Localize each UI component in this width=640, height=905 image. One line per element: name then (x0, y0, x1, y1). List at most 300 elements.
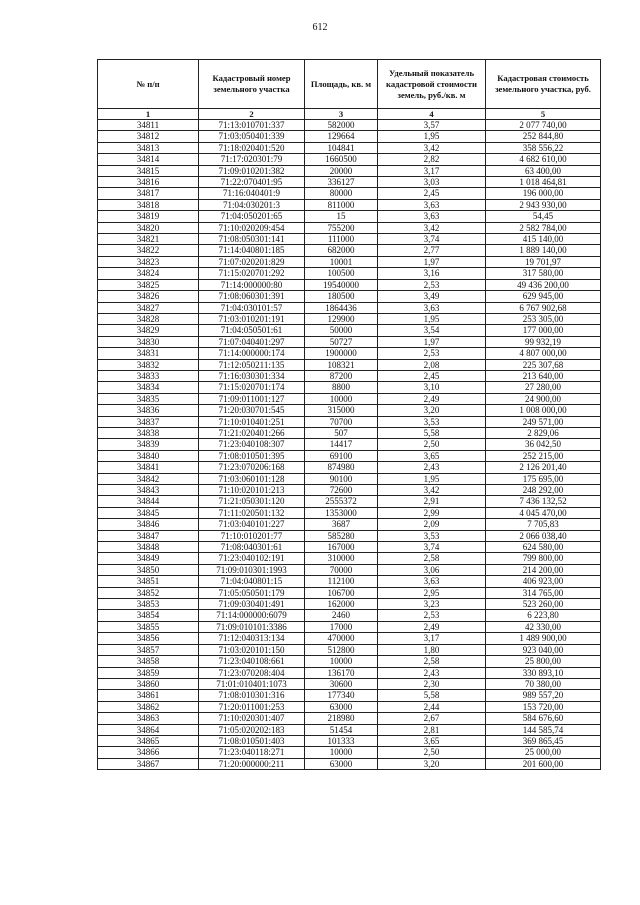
table-row (98, 405, 601, 416)
area-cell: 19540000 (305, 279, 378, 290)
table-row (98, 758, 601, 769)
rate-cell: 3,20 (378, 405, 486, 416)
area-cell: 69100 (305, 450, 378, 461)
rate-cell: 1,95 (378, 131, 486, 142)
area-cell: 72600 (305, 485, 378, 496)
table-row (98, 633, 601, 644)
area-cell: 177340 (305, 690, 378, 701)
table-row (98, 724, 601, 735)
cadastral-value-cell: 629 945,00 (486, 291, 601, 302)
area-cell: 1900000 (305, 348, 378, 359)
cadastral-value-cell: 25 000,00 (486, 747, 601, 758)
row-number-cell: 34824 (98, 268, 199, 279)
header-specific-rate: Удельный показатель кадастровой стоимости земель, руб./кв. м (378, 60, 486, 109)
area-cell: 507 (305, 427, 378, 438)
table-row (98, 165, 601, 176)
cadastral-number-cell: 71:23:070206:168 (199, 462, 305, 473)
cadastral-value-cell: 252 844,80 (486, 131, 601, 142)
cadastral-number-cell: 71:16:030301:334 (199, 370, 305, 381)
area-cell: 585280 (305, 530, 378, 541)
header-cadastral-value: Кадастровая стоимость земельного участка, руб. (486, 60, 601, 109)
cadastral-value-cell: 70 380,00 (486, 678, 601, 689)
row-number-cell: 34812 (98, 131, 199, 142)
area-cell: 1353000 (305, 507, 378, 518)
area-cell: 129900 (305, 313, 378, 324)
rate-cell: 3,74 (378, 234, 486, 245)
row-number-cell: 34817 (98, 188, 199, 199)
cadastral-value-cell: 27 280,00 (486, 382, 601, 393)
rate-cell: 3,20 (378, 758, 486, 769)
area-cell: 106700 (305, 587, 378, 598)
row-number-cell: 34848 (98, 542, 199, 553)
area-cell: 1660500 (305, 154, 378, 165)
cadastral-value-cell: 6 223,80 (486, 610, 601, 621)
rate-cell: 3,63 (378, 211, 486, 222)
table-row (98, 279, 601, 290)
table-row (98, 268, 601, 279)
table-row (98, 120, 601, 131)
rate-cell: 2,53 (378, 610, 486, 621)
area-cell: 582000 (305, 120, 378, 131)
cadastral-value-cell: 175 695,00 (486, 473, 601, 484)
cadastral-number-cell: 71:04:030101:57 (199, 302, 305, 313)
cadastral-value-cell: 584 676,60 (486, 713, 601, 724)
table-row (98, 188, 601, 199)
table-row (98, 234, 601, 245)
cadastral-value-cell: 201 600,00 (486, 758, 601, 769)
cadastral-number-cell: 71:20:000000:211 (199, 758, 305, 769)
row-number-cell: 34843 (98, 485, 199, 496)
table-row (98, 393, 601, 404)
cadastral-value-cell: 358 556,22 (486, 142, 601, 153)
table-row (98, 450, 601, 461)
cadastral-value-cell: 2 943 930,00 (486, 199, 601, 210)
rate-cell: 2,53 (378, 348, 486, 359)
table-row (98, 222, 601, 233)
area-cell: 336127 (305, 177, 378, 188)
cadastral-value-cell: 144 585,74 (486, 724, 601, 735)
rate-cell: 2,99 (378, 507, 486, 518)
table-row (98, 462, 601, 473)
cadastral-value-cell: 2 126 201,40 (486, 462, 601, 473)
rate-cell: 2,08 (378, 359, 486, 370)
cadastral-value-cell: 225 307,68 (486, 359, 601, 370)
cadastral-value-cell: 1 889 140,00 (486, 245, 601, 256)
cadastral-value-cell: 923 040,00 (486, 644, 601, 655)
cadastral-number-cell: 71:05:020202:183 (199, 724, 305, 735)
rate-cell: 5,58 (378, 690, 486, 701)
area-cell: 10000 (305, 656, 378, 667)
cadastral-number-cell: 71:23:040108:661 (199, 656, 305, 667)
rate-cell: 2,58 (378, 553, 486, 564)
row-number-cell: 34852 (98, 587, 199, 598)
table-row (98, 735, 601, 746)
cadastral-number-cell: 71:23:040102:191 (199, 553, 305, 564)
row-number-cell: 34838 (98, 427, 199, 438)
table-row (98, 302, 601, 313)
table-row (98, 610, 601, 621)
area-cell: 70700 (305, 416, 378, 427)
rate-cell: 1,80 (378, 644, 486, 655)
cadastral-number-cell: 71:01:010401:1073 (199, 678, 305, 689)
area-cell: 20000 (305, 165, 378, 176)
table-row (98, 211, 601, 222)
row-number-cell: 34863 (98, 713, 199, 724)
row-number-cell: 34823 (98, 256, 199, 267)
cadastral-value-cell: 1 008 000,00 (486, 405, 601, 416)
column-number: 4 (378, 109, 486, 120)
cadastral-number-cell: 71:23:040108:307 (199, 439, 305, 450)
table-row (98, 713, 601, 724)
area-cell: 70000 (305, 564, 378, 575)
table-row (98, 530, 601, 541)
table-row (98, 507, 601, 518)
cadastral-number-cell: 71:10:020101:213 (199, 485, 305, 496)
rate-cell: 3,63 (378, 302, 486, 313)
cadastral-number-cell: 71:10:020209:454 (199, 222, 305, 233)
cadastral-value-cell: 252 215,00 (486, 450, 601, 461)
rate-cell: 1,95 (378, 313, 486, 324)
rate-cell: 2,49 (378, 393, 486, 404)
row-number-cell: 34865 (98, 735, 199, 746)
cadastral-value-cell: 63 400,00 (486, 165, 601, 176)
cadastral-value-cell: 4 807 000,00 (486, 348, 601, 359)
row-number-cell: 34825 (98, 279, 199, 290)
cadastral-value-cell: 1 489 900,00 (486, 633, 601, 644)
rate-cell: 3,65 (378, 450, 486, 461)
cadastral-number-cell: 71:09:010301:1993 (199, 564, 305, 575)
table-row (98, 336, 601, 347)
row-number-cell: 34832 (98, 359, 199, 370)
cadastral-number-cell: 71:05:050501:179 (199, 587, 305, 598)
area-cell: 470000 (305, 633, 378, 644)
cadastral-number-cell: 71:03:050401:339 (199, 131, 305, 142)
area-cell: 162000 (305, 599, 378, 610)
row-number-cell: 34818 (98, 199, 199, 210)
row-number-cell: 34854 (98, 610, 199, 621)
cadastral-value-cell: 42 330,00 (486, 621, 601, 632)
rate-cell: 2,82 (378, 154, 486, 165)
cadastral-number-cell: 71:21:050301:120 (199, 496, 305, 507)
area-cell: 104841 (305, 142, 378, 153)
table-body (98, 120, 601, 770)
table-row (98, 599, 601, 610)
cadastral-number-cell: 71:03:040101:227 (199, 519, 305, 530)
row-number-cell: 34819 (98, 211, 199, 222)
rate-cell: 3,17 (378, 633, 486, 644)
cadastral-number-cell: 71:08:050301:141 (199, 234, 305, 245)
cadastral-value-cell: 1 018 464,81 (486, 177, 601, 188)
rate-cell: 1,95 (378, 473, 486, 484)
cadastral-number-cell: 71:12:040313:134 (199, 633, 305, 644)
area-cell: 136170 (305, 667, 378, 678)
cadastral-number-cell: 71:20:030701:545 (199, 405, 305, 416)
row-number-cell: 34828 (98, 313, 199, 324)
row-number-cell: 34859 (98, 667, 199, 678)
table-row (98, 256, 601, 267)
page-number: 612 (312, 22, 328, 33)
cadastral-number-cell: 71:10:010401:251 (199, 416, 305, 427)
cadastral-number-cell: 71:10:010201:77 (199, 530, 305, 541)
cadastral-number-cell: 71:11:020501:132 (199, 507, 305, 518)
rate-cell: 3,16 (378, 268, 486, 279)
rate-cell: 3,63 (378, 576, 486, 587)
table-row (98, 496, 601, 507)
cadastral-value-cell: 799 800,00 (486, 553, 601, 564)
table-row (98, 553, 601, 564)
area-cell: 51454 (305, 724, 378, 735)
cadastral-value-cell: 253 305,00 (486, 313, 601, 324)
rate-cell: 2,49 (378, 621, 486, 632)
cadastral-value-cell: 49 436 200,00 (486, 279, 601, 290)
column-number: 5 (486, 109, 601, 120)
area-cell: 100500 (305, 268, 378, 279)
cadastral-number-cell: 71:09:011001:127 (199, 393, 305, 404)
rate-cell: 3,74 (378, 542, 486, 553)
rate-cell: 3,42 (378, 222, 486, 233)
row-number-cell: 34837 (98, 416, 199, 427)
cadastral-value-cell: 7 436 132,52 (486, 496, 601, 507)
rate-cell: 3,23 (378, 599, 486, 610)
row-number-cell: 34840 (98, 450, 199, 461)
rate-cell: 3,54 (378, 325, 486, 336)
row-number-cell: 34842 (98, 473, 199, 484)
area-cell: 180500 (305, 291, 378, 302)
rate-cell: 3,63 (378, 199, 486, 210)
cadastral-number-cell: 71:07:040401:297 (199, 336, 305, 347)
table-row (98, 644, 601, 655)
table-row (98, 564, 601, 575)
row-number-cell: 34841 (98, 462, 199, 473)
header-cadastral-number: Кадастровый номер земельного участка (199, 60, 305, 109)
cadastral-number-cell: 71:03:060101:128 (199, 473, 305, 484)
table-row (98, 199, 601, 210)
rate-cell: 2,45 (378, 188, 486, 199)
cadastral-number-cell: 71:09:010101:3386 (199, 621, 305, 632)
row-number-cell: 34815 (98, 165, 199, 176)
rate-cell: 2,45 (378, 370, 486, 381)
table-row (98, 325, 601, 336)
cadastral-number-cell: 71:04:040801:15 (199, 576, 305, 587)
area-cell: 2460 (305, 610, 378, 621)
row-number-cell: 34845 (98, 507, 199, 518)
header-area: Площадь, кв. м (305, 60, 378, 109)
cadastral-number-cell: 71:23:040118:271 (199, 747, 305, 758)
rate-cell: 2,77 (378, 245, 486, 256)
cadastral-number-cell: 71:08:040301:61 (199, 542, 305, 553)
cadastral-value-cell: 177 000,00 (486, 325, 601, 336)
table-row (98, 142, 601, 153)
area-cell: 50727 (305, 336, 378, 347)
cadastral-number-cell: 71:15:020701:174 (199, 382, 305, 393)
table-row (98, 701, 601, 712)
area-cell: 8800 (305, 382, 378, 393)
cadastral-value-cell: 2 077 740,00 (486, 120, 601, 131)
cadastral-number-cell: 71:04:050201:65 (199, 211, 305, 222)
column-number: 2 (199, 109, 305, 120)
row-number-cell: 34835 (98, 393, 199, 404)
table-row (98, 348, 601, 359)
row-number-cell: 34867 (98, 758, 199, 769)
rate-cell: 3,57 (378, 120, 486, 131)
cadastral-number-cell: 71:09:030401:491 (199, 599, 305, 610)
table-row (98, 690, 601, 701)
cadastral-value-cell: 196 000,00 (486, 188, 601, 199)
cadastral-number-cell: 71:23:070208:404 (199, 667, 305, 678)
cadastral-value-cell: 153 720,00 (486, 701, 601, 712)
area-cell: 14417 (305, 439, 378, 450)
rate-cell: 2,58 (378, 656, 486, 667)
area-cell: 10001 (305, 256, 378, 267)
row-number-cell: 34844 (98, 496, 199, 507)
row-number-cell: 34814 (98, 154, 199, 165)
row-number-cell: 34856 (98, 633, 199, 644)
row-number-cell: 34816 (98, 177, 199, 188)
cadastral-value-cell: 4 045 470,00 (486, 507, 601, 518)
area-cell: 15 (305, 211, 378, 222)
rate-cell: 3,53 (378, 416, 486, 427)
header-row-number: № п/п (98, 60, 199, 109)
rate-cell: 2,81 (378, 724, 486, 735)
table-row (98, 370, 601, 381)
row-number-cell: 34813 (98, 142, 199, 153)
row-number-cell: 34851 (98, 576, 199, 587)
area-cell: 63000 (305, 758, 378, 769)
cadastral-number-cell: 71:17:020301:79 (199, 154, 305, 165)
rate-cell: 2,95 (378, 587, 486, 598)
row-number-cell: 34857 (98, 644, 199, 655)
land-cadastral-table (97, 59, 601, 770)
row-number-cell: 34866 (98, 747, 199, 758)
row-number-cell: 34858 (98, 656, 199, 667)
table-row (98, 587, 601, 598)
rate-cell: 2,91 (378, 496, 486, 507)
area-cell: 108321 (305, 359, 378, 370)
area-cell: 315000 (305, 405, 378, 416)
table-row (98, 245, 601, 256)
area-cell: 1864436 (305, 302, 378, 313)
cadastral-value-cell: 36 042,50 (486, 439, 601, 450)
table-row (98, 485, 601, 496)
table-row (98, 427, 601, 438)
cadastral-value-cell: 415 140,00 (486, 234, 601, 245)
area-cell: 50000 (305, 325, 378, 336)
column-number-row (98, 109, 601, 120)
table-row (98, 416, 601, 427)
area-cell: 111000 (305, 234, 378, 245)
table-row (98, 656, 601, 667)
rate-cell: 2,44 (378, 701, 486, 712)
area-cell: 3687 (305, 519, 378, 530)
cadastral-value-cell: 54,45 (486, 211, 601, 222)
row-number-cell: 34853 (98, 599, 199, 610)
cadastral-value-cell: 7 705,83 (486, 519, 601, 530)
cadastral-value-cell: 314 765,00 (486, 587, 601, 598)
header-row (98, 60, 601, 109)
table-row (98, 177, 601, 188)
row-number-cell: 34830 (98, 336, 199, 347)
table-row (98, 382, 601, 393)
cadastral-value-cell: 6 767 902,68 (486, 302, 601, 313)
cadastral-number-cell: 71:14:000000:80 (199, 279, 305, 290)
table-row (98, 313, 601, 324)
area-cell: 101333 (305, 735, 378, 746)
row-number-cell: 34862 (98, 701, 199, 712)
cadastral-value-cell: 523 260,00 (486, 599, 601, 610)
cadastral-number-cell: 71:20:011001:253 (199, 701, 305, 712)
cadastral-value-cell: 624 580,00 (486, 542, 601, 553)
cadastral-number-cell: 71:18:020401:520 (199, 142, 305, 153)
row-number-cell: 34849 (98, 553, 199, 564)
area-cell: 90100 (305, 473, 378, 484)
area-cell: 310000 (305, 553, 378, 564)
cadastral-number-cell: 71:21:020401:266 (199, 427, 305, 438)
rate-cell: 2,43 (378, 667, 486, 678)
area-cell: 129664 (305, 131, 378, 142)
table-row (98, 678, 601, 689)
rate-cell: 2,67 (378, 713, 486, 724)
column-number: 3 (305, 109, 378, 120)
table-row (98, 542, 601, 553)
rate-cell: 3,42 (378, 485, 486, 496)
area-cell: 17000 (305, 621, 378, 632)
area-cell: 30600 (305, 678, 378, 689)
rate-cell: 2,50 (378, 439, 486, 450)
cadastral-value-cell: 214 200,00 (486, 564, 601, 575)
row-number-cell: 34850 (98, 564, 199, 575)
area-cell: 218980 (305, 713, 378, 724)
cadastral-value-cell: 249 571,00 (486, 416, 601, 427)
cadastral-number-cell: 71:07:020201:829 (199, 256, 305, 267)
area-cell: 2555372 (305, 496, 378, 507)
cadastral-number-cell: 71:04:030201:3 (199, 199, 305, 210)
rate-cell: 5,58 (378, 427, 486, 438)
row-number-cell: 34861 (98, 690, 199, 701)
table-row (98, 154, 601, 165)
cadastral-value-cell: 24 900,00 (486, 393, 601, 404)
row-number-cell: 34811 (98, 120, 199, 131)
rate-cell: 3,10 (378, 382, 486, 393)
table-row (98, 519, 601, 530)
cadastral-number-cell: 71:12:050211:135 (199, 359, 305, 370)
rate-cell: 3,53 (378, 530, 486, 541)
cadastral-value-cell: 330 893,10 (486, 667, 601, 678)
rate-cell: 3,65 (378, 735, 486, 746)
row-number-cell: 34827 (98, 302, 199, 313)
area-cell: 682000 (305, 245, 378, 256)
cadastral-number-cell: 71:22:070401:95 (199, 177, 305, 188)
rate-cell: 1,97 (378, 336, 486, 347)
area-cell: 80000 (305, 188, 378, 199)
row-number-cell: 34821 (98, 234, 199, 245)
row-number-cell: 34847 (98, 530, 199, 541)
area-cell: 755200 (305, 222, 378, 233)
cadastral-number-cell: 71:13:010701:337 (199, 120, 305, 131)
area-cell: 167000 (305, 542, 378, 553)
cadastral-number-cell: 71:09:010201:382 (199, 165, 305, 176)
cadastral-number-cell: 71:08:010501:395 (199, 450, 305, 461)
cadastral-number-cell: 71:15:020701:292 (199, 268, 305, 279)
table-row (98, 576, 601, 587)
area-cell: 874980 (305, 462, 378, 473)
area-cell: 112100 (305, 576, 378, 587)
rate-cell: 2,09 (378, 519, 486, 530)
rate-cell: 2,50 (378, 747, 486, 758)
cadastral-number-cell: 71:08:010501:403 (199, 735, 305, 746)
row-number-cell: 34829 (98, 325, 199, 336)
area-cell: 811000 (305, 199, 378, 210)
cadastral-value-cell: 369 865,45 (486, 735, 601, 746)
